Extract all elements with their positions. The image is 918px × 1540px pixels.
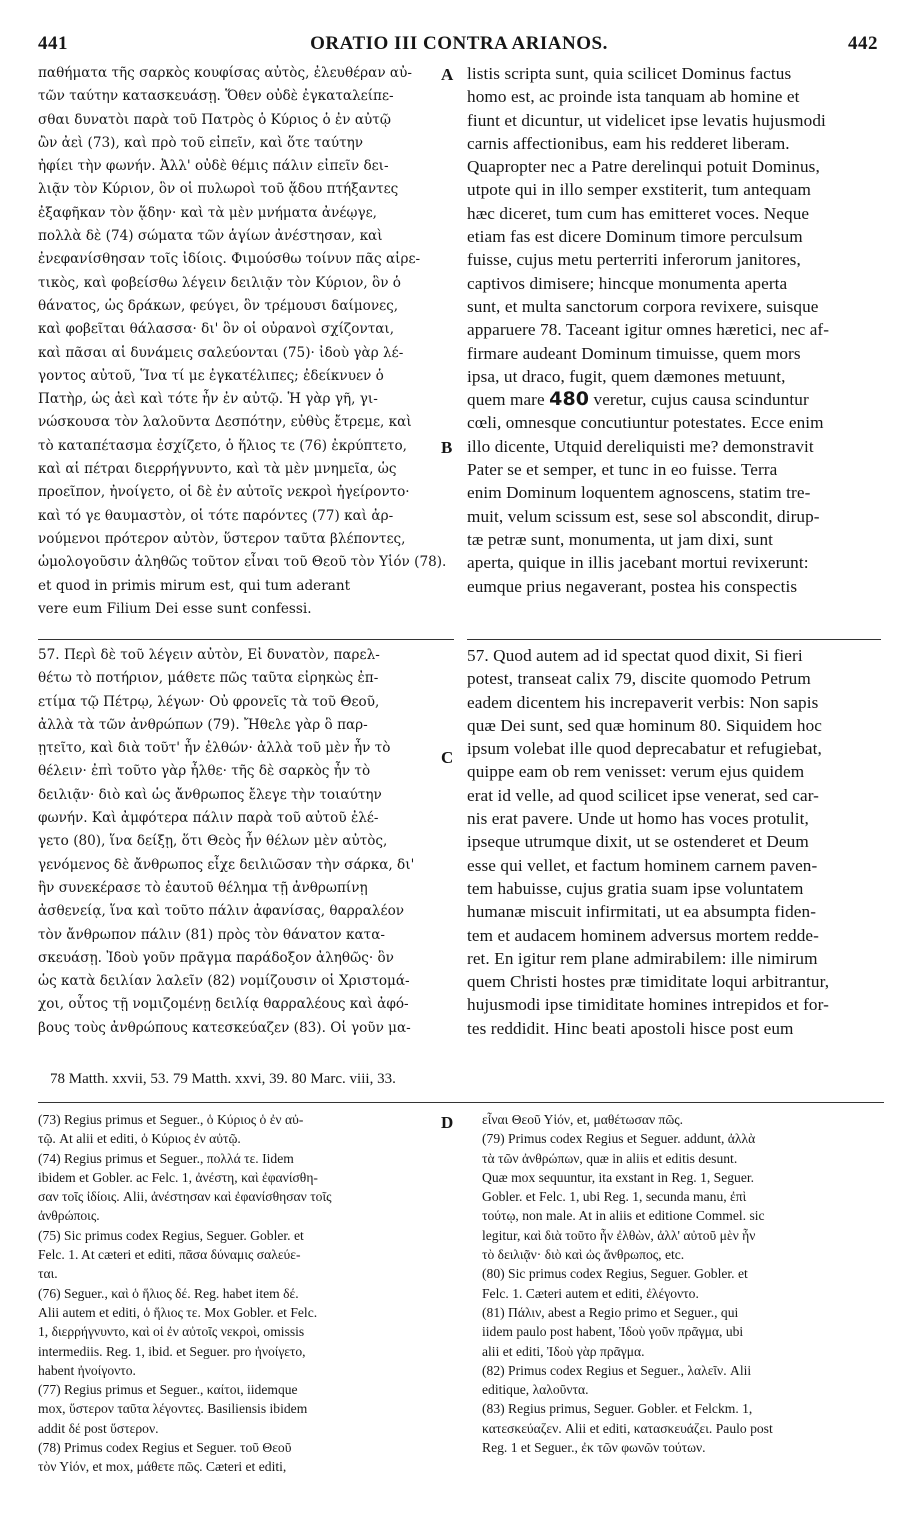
latin-text-section-57 (467, 644, 881, 1040)
latin-text-line: cœli, omnesque concutiuntur potestates. Ecce enim (467, 413, 824, 433)
greek-text-line: ὡμολογοῦσιν ἀληθῶς τοῦτον εἶναι τοῦ Θεοῦ τὸν Υἱόν (78). (38, 554, 447, 571)
latin-text-line: captivos dimisere; hincque monumenta aperta (467, 273, 788, 293)
latin-text-line: eadem dicentem his increpaverit verbis: Non sapis (467, 692, 819, 712)
greek-text-line: Πατὴρ, ὡς ἀεὶ καὶ τότε ἦν ἐν αὐτῷ. Ἡ γὰρ γῆ, γι- (38, 391, 378, 408)
footnote-line: mox, ὕστερον ταῦτα λέγοντες. Basiliensis ibidem (38, 1401, 308, 1417)
footnote-line: σαν τοῖς ἰδίοις. Alii, ἀνέστησαν καὶ ἐφανίσθησαν τοῖς (38, 1189, 332, 1205)
greek-text-line: 57. Περὶ δὲ τοῦ λέγειν αὐτὸν, Εἰ δυνατὸν, παρελ- (38, 647, 380, 663)
greek-text-line: πολλὰ δὲ (74) σώματα τῶν ἁγίων ἀνέστησαν, καὶ (38, 228, 383, 245)
latin-text-line: esse qui vellet, et factum hominem carnem paven- (467, 855, 818, 875)
section-divider-right (467, 639, 881, 640)
footnote-line: alii et editi, Ἰδοὺ γὰρ πρᾶγμα. (482, 1343, 645, 1359)
scripture-references: 78 Matth. xxvii, 53. 79 Matth. xxvi, 39. 80 Marc. viii, 33. (50, 1071, 396, 1087)
footnote-line: (76) Seguer., καὶ ὁ ἥλιος δέ. Reg. habet item δέ. (38, 1285, 299, 1301)
margin-marker-d: D (441, 1113, 454, 1132)
greek-text-column (38, 62, 454, 621)
footnote-line: Gobler. et Felc. 1, ubi Reg. 1, secunda manu, ἐπὶ (482, 1189, 747, 1205)
greek-text-line: ἀσθενείᾳ, ἵνα καὶ τοῦτο πάλιν ἀφανίσας, θαρραλέον (38, 903, 405, 920)
latin-text-line: illo dicente, Utquid dereliquisti me? demonstravit (467, 436, 814, 456)
latin-text-line: homo est, ac proinde ista tanquam ab homine et (467, 87, 800, 107)
greek-text-line: καὶ τό γε θαυμαστὸν, οἱ τότε παρόντες (77) καὶ ἀρ- (38, 507, 394, 524)
greek-text-line: ἀλλὰ τὰ τῶν ἀνθρώπων (79). Ἤθελε γὰρ ὃ παρ- (38, 716, 368, 733)
footnote-divider (38, 1102, 884, 1103)
latin-text-line: fiunt et dicuntur, ut videlicet ipse levatis hujusmodi (467, 110, 826, 130)
footnote-line: addit δέ post ὕστερον. (38, 1420, 159, 1436)
latin-text-line: etiam fas est dicere Dominum timore perculsum (467, 227, 803, 247)
greek-text-line: ἠφίει τὴν φωνήν. Ἀλλ' οὐδὲ θέμις πάλιν εἰπεῖν δει- (38, 158, 389, 175)
latin-text-line: listis scripta sunt, quia scilicet Dominus factus (467, 64, 792, 83)
greek-text-line: καὶ αἱ πέτραι διερρήγνυντο, καὶ τὰ μὲν μνημεῖα, ὡς (38, 461, 397, 478)
latin-text-line: potest, transeat calix 79, discite quomodo Petrum (467, 669, 811, 689)
greek-text-line: βους τοὺς ἀνθρώπους κατεσκεύαζεν (83). Οἱ γοῦν μα- (38, 1019, 411, 1036)
footnote-line: Felc. 1. Cæteri autem et editi, ἐλέγοντο. (482, 1285, 699, 1301)
footnote-line: legitur, καὶ διὰ τοῦτο ἦν ἐλθὼν, ἀλλ' αὐτοῦ μὲν ἦν (482, 1227, 756, 1243)
greek-text-line: σκευάσῃ. Ἰδοὺ γοῦν πρᾶγμα παράδοξον ἀληθῶς· ὃν (38, 949, 394, 966)
latin-text-line: sunt, et multa sanctorum corpora revixere, suisque (467, 296, 819, 316)
latin-text-line: hæc diceret, tum cum has emitteret voces. Neque (467, 203, 810, 223)
footnote-line: τὰ τῶν ἀνθρώπων, quæ in aliis et editis desunt. (482, 1150, 738, 1166)
greek-text-line: ῃτεῖτο, καὶ διὰ τοῦτ' ἦν ἐλθών· ἀλλὰ τοῦ μὲν ἦν τὸ (38, 740, 391, 757)
footnote-line: editique, λαλοῦντα. (482, 1382, 589, 1398)
greek-text-line: γοντος αὐτοῦ, Ἵνα τί με ἐγκατέλιπες; ἐδείκνυεν ὁ (38, 367, 384, 384)
greek-text-line: καὶ πᾶσαι αἱ δυνάμεις σαλεύονται (75)· ἰδοὺ γὰρ λέ- (38, 344, 404, 361)
section-divider-left (38, 639, 454, 640)
greek-text-line: γετο (80), ἵνα δείξῃ, ὅτι Θεὸς ἦν θέλων μὲν αὐτὸς, (38, 833, 388, 850)
greek-text-line: γενόμενος δὲ ἄνθρωπος εἶχε δειλιῶσαν τὴν σάρκα, δι' (38, 856, 415, 873)
latin-text-line: muit, velum scissum est, sese sol abscondit, dirup- (467, 506, 820, 526)
column-number: 480 (549, 388, 590, 411)
latin-text-line: carnis affectionibus, eam his redderet liberam. (467, 133, 790, 153)
greek-text-line: τὸ καταπέτασμα ἐσχίζετο, ὁ ἥλιος τε (76) ἐκρύπτετο, (38, 437, 407, 454)
margin-marker-a: A (441, 65, 454, 84)
latin-text-line: hujusmodi ipse timiditate homines intrepidos et for- (467, 995, 829, 1015)
latin-text-line: quæ Dei sunt, sed quæ hominum 80. Siquidem hoc (467, 715, 823, 735)
latin-text-line: ipsa, ut draco, fugit, quem dæmones metuunt, (467, 366, 786, 386)
footnotes-right (482, 1110, 884, 1457)
latin-text-line: tem habuisse, cujus gratia suam ipse voluntatem (467, 878, 804, 898)
footnote-line: 1, διερρήγνυντο, καὶ οἱ ἐν αὐτοῖς νεκροὶ, omissis (38, 1324, 305, 1340)
greek-text-section-57 (38, 644, 454, 1040)
footnote-line: (82) Primus codex Regius et Seguer., λαλεῖν. Alii (482, 1362, 752, 1378)
footnote-line: habent ἠνοίγοντο. (38, 1362, 136, 1378)
footnote-line: τῷ. At alii et editi, ὁ Κύριος ἐν αὐτῷ. (38, 1131, 241, 1147)
greek-text-line: τῶν ταύτην κατασκευάσῃ. Ὅθεν οὐδὲ ἐγκαταλείπε- (38, 88, 394, 105)
greek-text-line: σθαι δυνατὸι παρὰ τοῦ Πατρὸς ὁ Κύριος ὁ ἐν αὐτῷ (38, 111, 391, 128)
footnote-line: κατεσκεύαζεν. Alii et editi, κατασκευάζει. Paulo post (482, 1420, 773, 1436)
latin-text-line: enim Dominum loquentem agnoscens, statim tre- (467, 483, 811, 503)
latin-text-line: Pater se et semper, et tunc in eo fuisse. Terra (467, 460, 778, 480)
greek-text-line: θάνατος, ὡς δράκων, φεύγει, ὃν τρέμουσι δαίμονες, (38, 297, 399, 314)
footnote-line: iidem paulo post habent, Ἰδοὺ γοῦν πρᾶγμα, ubi (482, 1324, 744, 1340)
latin-text-line: fuisse, cujus metu perterriti inferorum janitores, (467, 250, 801, 270)
footnote-line: (77) Regius primus et Seguer., καίτοι, iidemque (38, 1382, 298, 1398)
latin-text-line: quem Christi hostes præ timiditate loqui arbitrantur, (467, 972, 830, 992)
latin-text-column (467, 62, 881, 598)
greek-text-line: νούμενοι πρότερον αὐτὸν, ὕστερον ταῦτα βλέποντες, (38, 530, 406, 547)
latin-text-line: tem et audacem hominem adversus mortem redde- (467, 925, 819, 945)
greek-text-line: παθήματα τῆς σαρκὸς κουφίσας αὐτὸς, ἐλευθέραν αὐ- (38, 65, 412, 81)
footnote-line: (73) Regius primus et Seguer., ὁ Κύριος ὁ ἐν αὐ- (38, 1112, 304, 1127)
latin-text-line: utpote qui in illo semper exstiterit, tum antequam (467, 180, 811, 200)
latin-text-line: apparuere 78. Taceant igitur omnes hæretici, nec af- (467, 320, 830, 340)
footnote-line: Felc. 1. At cæteri et editi, πᾶσα δύναμις σαλεύε- (38, 1247, 301, 1263)
greek-text-line: ετίμα τῷ Πέτρῳ, λέγων· Οὐ φρονεῖς τὰ τοῦ Θεοῦ, (38, 693, 380, 710)
greek-text-line: ὢν ἀεὶ (73), καὶ πρὸ τοῦ εἰπεῖν, καὶ ὅτε ταύτην (38, 134, 364, 151)
greek-text-line: φωνήν. Καὶ ἀμφότερα πάλιν παρὰ τοῦ αὐτοῦ ἐλέ- (38, 810, 379, 827)
footnote-line: Quæ mox sequuntur, ita exstant in Reg. 1, Seguer. (482, 1169, 755, 1185)
footnote-line: τὸν Υἱόν, et mox, μάθετε πῶς. Cæteri et editi, (38, 1459, 287, 1475)
latin-text-line: nis erat pavere. Unde ut homo has voces protulit, (467, 809, 809, 829)
footnote-line: τὸ δειλιᾷν· διὸ καὶ ὡς ἄνθρωπος, etc. (482, 1247, 685, 1263)
running-title: ORATIO III CONTRA ARIANOS. (310, 33, 608, 54)
greek-text-line: θέτω τὸ ποτήριον, μάθετε πῶς ταῦτα εἰρηκὼς ἐπ- (38, 670, 379, 687)
latin-text-line: tes reddidit. Hinc beati apostoli hisce post eum (467, 1018, 794, 1038)
greek-text-line: τικὸς, καὶ φοβείσθω λέγειν δειλιᾷν τὸν Κύριον, ὃν ὁ (38, 274, 401, 291)
latin-text-line: 57. Quod autem ad id spectat quod dixit, Si fieri (467, 646, 803, 665)
page-number-left: 441 (38, 33, 68, 54)
greek-text-line: καὶ φοβεῖται θάλασσα· δι' ὃν οἱ οὐρανοὶ σχίζονται, (38, 321, 395, 338)
latin-text-line: Quapropter nec a Patre derelinqui potuit Dominus, (467, 157, 820, 177)
latin-text-line: ipseque utrumque dixit, ut se ostenderet et Deum (467, 832, 809, 852)
greek-text-line: ἣν συνεκέρασε τὸ ἑαυτοῦ θέλημα τῇ ἀνθρωπίνῃ (38, 879, 368, 896)
latin-text-line: ret. En igitur rem plane admirabilem: ille nimirum (467, 948, 818, 968)
greek-text-line: προεῖπον, ἠνοίγετο, οἱ δὲ ἐν αὐτοῖς νεκροὶ ἠγείροντο· (38, 484, 410, 501)
footnote-line: (81) Πάλιν, abest a Regio primo et Seguer., qui (482, 1304, 739, 1320)
footnote-line: (80) Sic primus codex Regius, Seguer. Gobler. et (482, 1266, 748, 1282)
latin-text-line: tæ petræ sunt, monumenta, ut jam dixi, sunt (467, 529, 774, 549)
footnote-line: intermediis. Reg. 1, ibid. et Seguer. pro ἠνοίγετο, (38, 1343, 306, 1359)
latin-text-line: aperta, quique in illis jacebant mortui revixerunt: (467, 553, 809, 573)
footnote-line: (75) Sic primus codex Regius, Seguer. Gobler. et (38, 1227, 304, 1243)
greek-text-line: θέλειν· ἐπὶ τοῦτο γὰρ ἦλθε· τῆς δὲ σαρκὸς ἦν τὸ (38, 763, 371, 780)
greek-text-line: λιᾷν τὸν Κύριον, ὃν οἱ πυλωροὶ τοῦ ᾅδου πτήξαντες (38, 181, 399, 198)
latin-text-line: firmare audeant Dominum timuisse, quem mors (467, 343, 801, 363)
footnotes-left (38, 1110, 448, 1477)
greek-text-line: ἐξαφῆκαν τὸν ᾅδην· καὶ τὰ μὲν μνήματα ἀνέῳγε, (38, 204, 377, 221)
latin-text-line: eumque prius negaverant, postea his conspectis (467, 576, 798, 596)
latin-text-line: quippe eam ob rem venisset: verum ejus quidem (467, 762, 805, 782)
latin-text-line: humanæ miscuit infirmitati, ut ea absumpta fiden- (467, 902, 817, 922)
footnote-line: εἶναι Θεοῦ Υἱόν, et, μαθέτωσαν πῶς. (482, 1112, 684, 1127)
latin-text-line: quem mare 480 veretur, cujus causa scinduntur (467, 388, 809, 411)
greek-text-line: χοι, οὗτος τῇ νομιζομένῃ δειλίᾳ θαρραλέους καὶ ἀφό- (38, 996, 409, 1013)
footnote-line: (78) Primus codex Regius et Seguer. τοῦ Θεοῦ (38, 1440, 292, 1456)
latin-text-line: ipsum volebat ille quod deprecabatur et refugiebat, (467, 739, 822, 759)
footnote-line: Alii autem et editi, ὁ ἥλιος τε. Mox Gobler. et Felc. (38, 1304, 318, 1320)
margin-marker-c: C (441, 748, 454, 767)
footnote-line: τούτῳ, non male. At in aliis et editione Commel. sic (482, 1208, 765, 1224)
footnote-line: (79) Primus codex Regius et Seguer. addunt, ἀλλὰ (482, 1131, 756, 1147)
footnote-line: ἀνθρώποις. (38, 1208, 100, 1224)
margin-marker-b: B (441, 438, 453, 457)
greek-text-line: et quod in primis mirum est, qui tum aderant (38, 577, 351, 594)
greek-text-line: ἐνεφανίσθησαν τοῖς ἰδίοις. Φιμούσθω τοίνυν πᾶς αἱρε- (38, 251, 421, 268)
footnote-line: ται. (38, 1266, 58, 1282)
greek-text-line: ὡς κατὰ δειλίαν λαλεῖν (82) νομίζουσιν οἱ Χριστομά- (38, 973, 410, 990)
greek-text-line: vere eum Filium Dei esse sunt confessi. (38, 600, 312, 617)
greek-text-line: τὸν ἄνθρωπον πάλιν (81) πρὸς τὸν θάνατον κατα- (38, 926, 385, 943)
footnote-line: (74) Regius primus et Seguer., πολλά τε. Iidem (38, 1150, 294, 1166)
greek-text-line: δειλιᾷν· διὸ καὶ ὡς ἄνθρωπος ἔλεγε τὴν τοιαύτην (38, 786, 382, 803)
page-number-right: 442 (848, 33, 878, 54)
footnote-line: (83) Regius primus, Seguer. Gobler. et Felckm. 1, (482, 1401, 753, 1417)
latin-text-line: erat id velle, ad quod scilicet ipse venerat, sed car- (467, 785, 819, 805)
greek-text-line: νώσκουσα τὸν λαλοῦντα Δεσπότην, εὐθὺς ἔτρεμε, καὶ (38, 414, 412, 431)
footnote-line: ibidem et Gobler. ac Felc. 1, ἀνέστη, καὶ ἐφανίσθη- (38, 1169, 318, 1185)
footnote-line: Reg. 1 et Seguer., ἐκ τῶν φωνῶν τούτων. (482, 1440, 706, 1456)
